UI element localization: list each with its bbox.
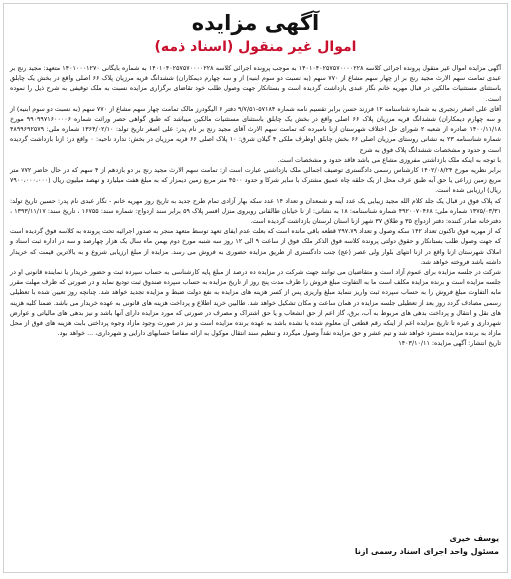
signature-block <box>355 532 499 558</box>
signatory-position: مسئول واحد اجرای اسناد رسمی ازنا <box>354 547 499 556</box>
paragraph-boundaries: با توجه به اینکه ملک بازداشتی مفروزی مشاع می باشد فاقد حدود و مشخصات است. <box>277 156 501 164</box>
notice-header <box>4 4 507 56</box>
notice-subtitle: اموال غیر منقول (اسناد ذمه) <box>154 39 357 55</box>
paragraph-appraisal: برابر نظریه مورخ ۱۴۰۲/۰۸/۲۴ کارشناس رسمی دادگستری توصیف اجمالی ملک بازداشتی عبارت است از: تمامت سهم الارث مجید رنج بر دو بازدهم از ۴ سهم که در حال حاضر ۷۷۲ متر مربع زمین زراعی یا حق آبه طبق عرف محل از یک حلقه چاه عمیق مشترک با سایر شرکا و حدود ۴۵۰۰ متر مربع زمین دیمزار که به مبلغ هفت میلیارد و نهصد میلیون ریال (۷۹۰۰،۰۰۰،۰۰۰ ریال) ارزیابی شده است. <box>10 167 501 195</box>
paragraph-case-intro: آگهی مزایده اموال غیر منقول پرونده اجرائی کلاسه ۱۴۰۱۰۴۰۲۵۷۵۷۰۰۰۰۲۲۸ به موجب پرونده اجرائی کلاسه ۱۴۰۱۰۴۰۲۵۷۵۷۰۰۰۰۲۲۸ به شماره بایگانی ۱۴۰۱۰۰۰۱۲۷۰ متعهد: مجید رنج بر عبدی تمامت سهم الارث مجید رنج بر از چهار سهم مشاع از ۷۷۰ سهم (به نسبت دو سوم ابنیه) از و سه چهارم دیمکاران) ششدانگ قریه مرزیان پلاک ۶۶ اصلی واقع در بخش یک چابلق باستثنای مستثنیات مالکین در قبال مهریه خانم نگار عبدی بازداشت گردیده است و بستانکار جهت وصول طلب خود تقاضای برگزاری مزایده نسبت به ملک توقیفی به شرح ذیل را نموده است. <box>10 65 501 103</box>
paragraph-dowry: که پلاک فوق در قبال یک جلد کلام الله مجید زیبایی یک عدد آینه و شمعدان و تعداد ۱۴ عدد سکه بهار آزادی تمام طرح جدید به تاریخ روز مهریه خانم - نگار عبدی نام پدر: حسین تاریخ تولد: ۱۳۷۵/۰۳/۳۱ شماره ملی: ۴۹۲۰۰۷۰۴۶۸ شماره شناسنامه: ۱۸ به نشانی: از نا خیابان طالقانی روبروی منزل افسر پلاک ۵۹ برابر سند ازدواج: شماره سند: ۱۶۷۵۵ ، تاریخ سند: ۱۳۹۳/۱۱/۱۷ ، دفترخانه صادر کننده: دفتر ازدواج ۳۵ و طلاق ۳۷ شهر ازنا استان لرستان بازداشت گردیده است. <box>10 197 501 226</box>
notice-title: آگهی مزایده <box>191 11 320 35</box>
paragraph-ownership: آقای علی اصغر رنجبری به شماره شناسنامه ۱۲ فرزند حسن برابر تقسیم نامه شماره ۵۷۱۸۴-۹/۷/۵۱ دفتر ۶ الیگودرز مالک تمامت چهار سهم مشاع از ۷۷۰ سهم (به نسبت دو سوم ابنیه) از و سه چهارم دیمکاران) ششدانگ قریه مرزیان پلاک ۶۶ اصلی واقع در بخش یک چابلق باستثنای مستثنیات مالکین میباشد که طبق گواهی حصر وراثت شماره ۹۹۰۹۹۷۱۶۰۰۰۰۶ مورخ ۱۴۰۰/۱۱/۱۸ صادره از شعبه ۲ شورای حل اختلاف شهرستان ازنا نامبرده که تمامت سهم الارث آقای مجید رنج بر نام پدر: علی اصغر تاریخ تولد: ۱۳۶۴/۰۲/۱۰ شماره ملی: ۴۸۹۹۶۹۲۵۷۹ شماره شناسنامه ۲۳ به نشانی روستای مرزیان اصلی ۶۶ بخش چابلق اوطرف ملکی ۴ گیلان شرق: ۱۰ پلاک اصلی ۶۶ قریه مرزیان در بخش: ندارد ناحیه: ۰ واقع در: ازنا بازداشت گردیده است و حدود و مشخصات ششدانگ پلاک فوق به شرح <box>10 105 501 154</box>
notice-body <box>4 56 507 350</box>
paragraph-publish-date: تاریخ انتشار: آگهی مزایده: ۱۴۰۳/۱۰/۱۱ <box>398 340 501 348</box>
paragraph-auction-time: که از مهریه فوق تاکنون تعداد ۱۴۲ سکه وصول و تعداد ۲۹۷.۷۹ قطعه باقی مانده است که بعلت عدم ایفای تعهد توسط متعهد منجر به صدور اجرائیه تحت پرونده به کلاسه فوق گردیده است که جهت وصول طلب بستانکار و حقوق دولتی پرونده کلاسه فوق الذکر ملک فوق از ساعت ۹ الی ۱۲ روز سه شنبه مورخ دوم بهمن ماه سال یک هزار چهارصد و سه در اداره ثبت اسناد و املاک شهرستان ازنا واقع در ازنا انتهای بلوار ولی عصر (عج) جنب دادگستری از طریق مزایده حضوری به فروش می رسد. مزایده از مبلغ ارزیابی شروع و به بالاترین قیمت که خریدار داشته باشد فروخته خواهد شد. <box>10 228 501 266</box>
paragraph-conditions: شرکت در جلسه مزایده برای عموم آزاد است و متقاضیان می توانند جهت شرکت در مزایده ده درصد از مبلغ پایه کارشناسی به حساب سپرده ثبت و حضور خریدار یا نماینده قانونی او در جلسه مزایده است و برنده مزایده مکلف است ما به التفاوت مبلغ فروش را ظرف مدت پنج روز از تاریخ مزایده به حساب سپرده صندوق ثبت تودیع نماید و در صورتی که ظرف مهلت مقرر مابه التفاوت مبلغ فروش را به حساب سپرده ثبت واریز ننماید مبلغ واریزی پس از کسر هزینه های مزایده به نفع دولت ضبط و مزایده تجدید خواهد شد. چنانچه روز تعیین شده با تعطیلی رسمی مصادف گردد روز بعد از تعطیلی جلسه مزایده در همان ساعت و مکان تشکیل خواهد شد. طالبین خرید اطلاع و پرداخت هزینه های قانونی به عهده خریدار می باشد. ضمنا کلیه هزینه های نقل و انتقال و پرداخت بدهی های مربوط به آب، برق، گاز اعم از حق انشعاب و یا حق اشتراک و مصرف در صورتی که مورد مزایده دارای آنها باشد و نیز بدهی های مالیاتی و عوارض شهرداری و غیره تا تاریخ مزایده اعم از اینکه رقم قطعی آن معلوم شده یا نشده باشد به عهده برنده مزایده است و نیز در صورت وجود مازاد وجوه پرداختی بابت هزینه های فوق از محل مازاد به برنده مزایده مسترد خواهد شد و تیم عشر و حق مزایده نقداً وصول میگردد و تنظیم سند انتقال موکول به ارائه مفاصا حسابهای دارایی و شهرداری، ... خواهد بود. <box>10 269 501 338</box>
signatory-name: یوسف خیری <box>449 534 499 543</box>
notice-page <box>3 3 508 573</box>
